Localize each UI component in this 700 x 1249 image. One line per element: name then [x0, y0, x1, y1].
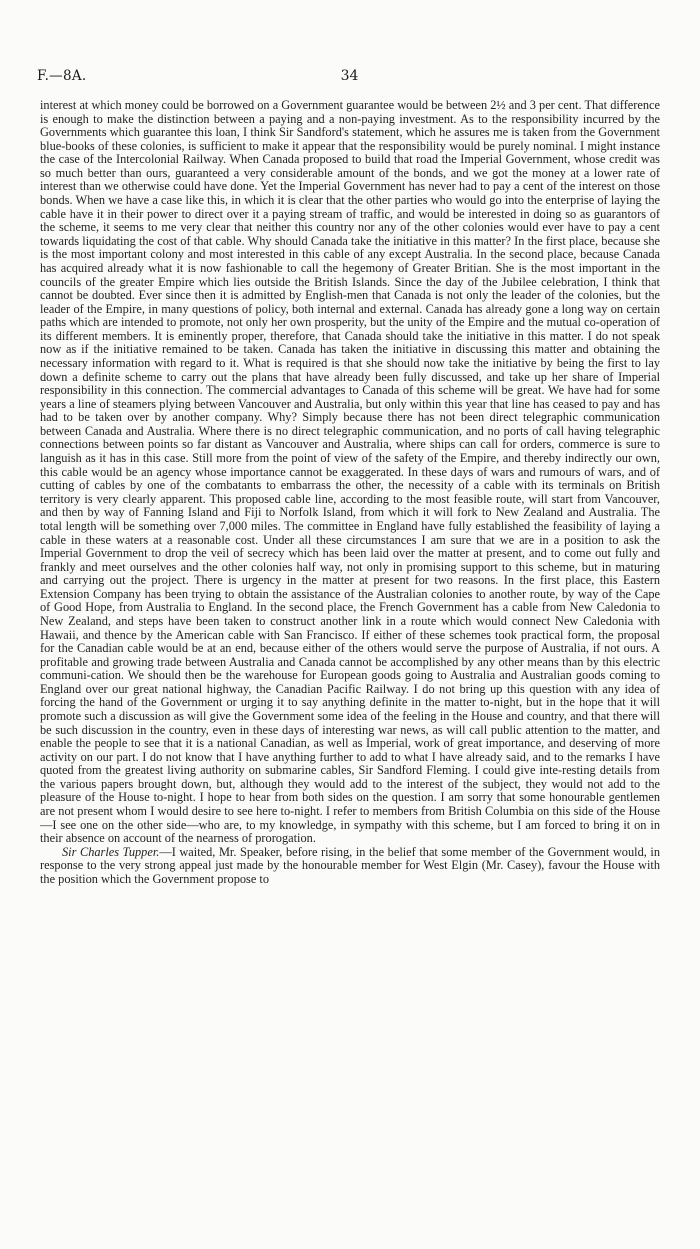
speech-text: —I waited, Mr. Speaker, before rising, in the belief that some member of the Government would, in response to the very strong appeal just made by the honourable member for West Elgin (Mr. Casey), favour the House with the position which the Government propose to	[40, 844, 660, 886]
speaker-name: Sir Charles Tupper.	[62, 844, 160, 859]
page-header	[37, 68, 662, 88]
document-body	[40, 99, 660, 887]
page-number: 34	[340, 68, 359, 84]
paragraph-1: interest at which money could be borrowed on a Government guarantee would be between 2½ and 3 per cent. That difference is enough to make the distinction between a paying and a non-paying investment. As to the responsibility incurred by the Governments which guarantee this loan, I think Sir Sandford's statement, which he assures me is taken from the Government blue-books of these colonies, is sufficient to make it appear that the responsibility would be purely nominal. I might instance the case of the Intercolonial Railway. When Canada proposed to build that road the Imperial Government, whose credit was so much better than ours, guaranteed a very considerable amount of the bonds, and we got the money at a lower rate of interest than we otherwise could have done. Yet the Imperial Government has never had to pay a cent of the interest on those bonds. When we have a case like this, in which it is clear that the other parties who would go into the enterprise of laying the cable have it in their power to direct over it a paying stream of traffic, and would be interested in doing so as guarantors of the scheme, it seems to me very clear that neither this country nor any of the other colonies would ever have to pay a cent towards liquidating the cost of that cable. Why should Canada take the initiative in this matter? In the first place, because she is the most important colony and most interested in this cable of any except Australia. In the second place, because Canada has acquired already what it is now fashionable to call the hegemony of Greater Britian. She is the most important in the councils of the greater Empire which lies outside the British Islands. Since the day of the Jubilee celebration, I think that cannot be doubted. Ever since then it is admitted by English-men that Canada is not only the leader of the colonies, but the leader of the Empire, in many questions of policy, both internal and external. Canada has already gone a long way on certain paths which are intended to promote, not only her own prosperity, but the unity of the Empire and the mutual co-operation of its different members. It is eminently proper, therefore, that Canada should take the initiative in this matter. I do not speak now as if the initiative remained to be taken. Canada has taken the initiative in discussing this matter and obtaining the necessary information with regard to it. What is required is that she should now take the initiative by being the first to lay down a definite scheme to carry out the plans that have already been fully discussed, and take up her share of Imperial responsibility in this connection. The commercial advantages to Canada of this scheme will be great. We have had for some years a line of steamers plying between Vancouver and Australia, but only within this year that line has ceased to pay and has had to be taken over by another company. Why? Simply because there has not been direct telegraphic communication between Canada and Australia. Where there is no direct telegraphic communication, and no ports of call having telegraphic connections between points so far distant as Vancouver and Australia, where ships can call for orders, commerce is sure to languish as it has in this case. Still more from the point of view of the safety of the Empire, and thereby indirectly our own, this cable would be an agency whose importance cannot be exaggerated. In these days of wars and rumours of wars, and of cutting of cables by one of the combatants to embarrass the other, the necessity of a cable with its terminals on British territory is very clearly apparent. This proposed cable line, according to the most feasible route, will start from Vancouver, and then by way of Fanning Island and Fiji to Norfolk Island, from which it will fork to New Zealand and Australia. The total length will be something over 7,000 miles. The committee in England have fully established the feasibility of laying a cable in these waters at a reasonable cost. Under all these circumstances I am sure that we are in a position to ask the Imperial Government to drop the veil of secrecy which has been laid over the matter at present, and to come out fully and frankly and meet ourselves and the other colonies half way, not only in promising support to this scheme, but in maturing and carrying out the project. There is urgency in the matter at present for two reasons. In the first place, this Eastern Extension Company has been trying to obtain the assistance of the Australian colonies to another route, by way of the Cape of Good Hope, from Australia to England. In the second place, the French Government has a cable from New Caledonia to New Zealand, and steps have been taken to construct another link in a route which would connect New Caledonia with Hawaii, and thence by the American cable with San Francisco. If either of these schemes took practical form, the proposal for the Canadian cable would be at an end, because either of the others would serve the purpose of Australia, if not ours. A profitable and growing trade between Australia and Canada cannot be accomplished by any other means than by this electric communi-cation. We should then be the warehouse for European goods going to Australia and Australian goods coming to England over our great national highway, the Canadian Pacific Railway. I do not bring up this question with any idea of forcing the hand of the Government or urging it to say anything definite in the matter to-night, but in the hope that it will promote such a discussion as will give the Government some idea of the feeling in the House and country, and that there will be such discussion in the country, even in these days of interesting war news, as will call public attention to the matter, and enable the people to see that it is a national Canadian, as well as Imperial, work of great importance, and deserving of more activity on our part. I do not know that I have anything further to add to what I have already said, and to the remarks I have quoted from the greatest living authority on submarine cables, Sir Sandford Fleming. I could give inte-resting details from the various papers brought down, but, although they would add to the interest of the subject, they would not add to the pleasure of the House to-night. I hope to hear from both sides on the question. I am sorry that some honourable gentlemen are not present whom I would desire to see here to-night. I refer to members from British Columbia on this side of the House—I see one on the other side—who are, to my knowledge, in sympathy with this scheme, but I am forced to bring it on in their absence on account of the nearness of prorogation.	[40, 98, 660, 846]
document-reference: F.—8A.	[37, 68, 87, 84]
paragraph-2	[40, 846, 660, 887]
